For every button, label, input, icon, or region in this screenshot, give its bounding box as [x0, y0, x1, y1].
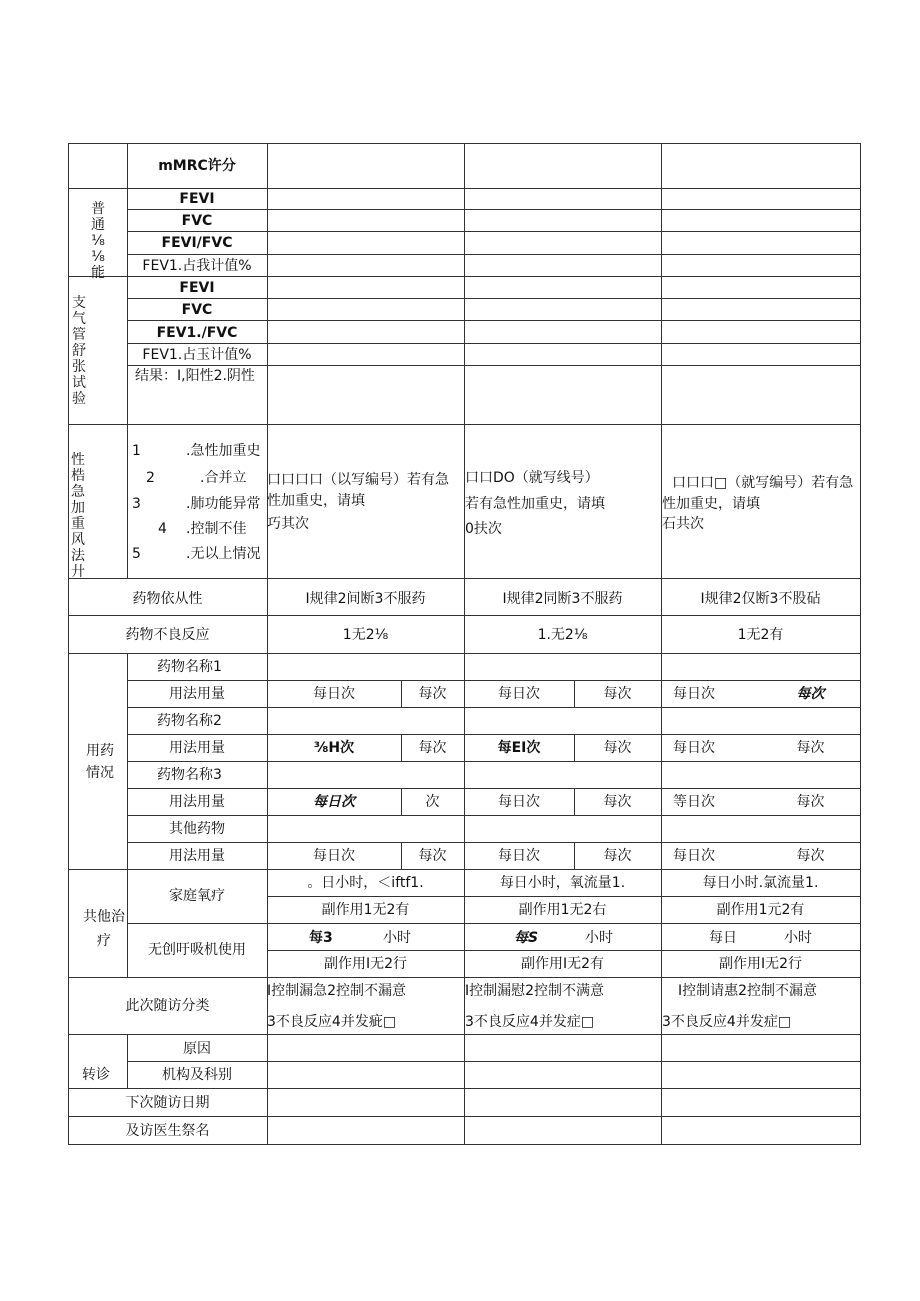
risk-visit3-line: 石共次 — [662, 516, 704, 532]
med4-visit3-daily: 每日次 — [673, 848, 715, 864]
med3-visit1-dose: 次 — [425, 794, 440, 810]
lung-function-group-label: 普通⅛⅛能 — [91, 201, 105, 281]
row-line — [127, 707, 861, 708]
vent-visit2-freq: 每S — [514, 930, 539, 946]
classification-visit1-line2: 3不良反应4并发疵□ — [267, 1014, 397, 1030]
risk-item-num: 3 — [132, 496, 141, 512]
med1-visit2-daily: 每日次 — [498, 686, 540, 702]
row-line — [267, 896, 861, 897]
lung-row-fvc: FVC — [181, 213, 213, 229]
row-line — [127, 842, 861, 843]
referral-org-label: 机构及科别 — [162, 1067, 232, 1083]
lung-row-percent: FEV1.占我计值% — [142, 258, 252, 274]
risk-item-text: .合并立 — [200, 470, 247, 486]
bronch-row-fvc: FVC — [181, 302, 213, 318]
classification-visit3-line1: I控制请惠2控制不漏意 — [678, 983, 818, 999]
lung-row-fev1: FEVI — [179, 191, 215, 207]
row-line — [127, 815, 861, 816]
medication-name-label: 药物名称2 — [157, 713, 222, 729]
row-line — [127, 320, 861, 321]
next-visit-date-label: 下次随访日期 — [125, 1095, 210, 1111]
oxygen-side-effect-visit2: 副作用1无2右 — [518, 902, 607, 918]
med4-visit2-dose: 每次 — [603, 848, 632, 864]
med1-visit1-dose: 每次 — [418, 686, 447, 702]
row-line — [127, 298, 861, 299]
risk-item-text: .无以上情况 — [186, 546, 261, 562]
adherence-label: 药物依从性 — [132, 591, 203, 607]
row-line — [127, 734, 861, 735]
bronch-test-group-label: 支气管舒张试验 — [72, 295, 86, 407]
row-line — [127, 343, 861, 344]
med2-visit2-dose: 每次 — [603, 740, 632, 756]
adherence-visit3: I规律2仅断3不股砧 — [700, 591, 821, 607]
risk-visit3-line: 口口口□（就写编号）若有急 — [672, 475, 854, 491]
row-line — [127, 923, 861, 924]
row-line — [127, 761, 861, 762]
row-line — [127, 231, 861, 232]
classification-visit2-line2: 3不良反应4并发症□ — [465, 1014, 595, 1030]
risk-visit1-line: 巧其次 — [267, 516, 309, 532]
other-treatment-group-label: 共他治疗 — [83, 909, 125, 949]
mmrc-label: mMRC许分 — [158, 158, 236, 174]
vent-side-effect-visit2: 副作用I无2有 — [520, 956, 605, 972]
risk-item-num: 2 — [146, 470, 155, 486]
med2-visit1-daily: ⅜H次 — [313, 740, 355, 756]
adverse-visit1: 1无2⅛ — [342, 627, 389, 643]
medication-usage-label: 用法用量 — [169, 848, 225, 864]
risk-item-text: .肺功能异常 — [186, 496, 261, 512]
med1-visit3-dose: 每次 — [796, 686, 825, 702]
risk-item-num: 4 — [158, 521, 167, 537]
risk-item-text: .控制不佳 — [186, 521, 247, 537]
medication-group-label: 用药情况 — [86, 743, 114, 781]
vent-visit2-unit: 小时 — [585, 930, 613, 946]
classification-visit1-line1: I控制漏急2控制不漏意 — [267, 983, 407, 999]
oxygen-side-effect-visit3: 副作用1元2有 — [716, 902, 805, 918]
ventilator-label: 无创吁吸机使用 — [148, 942, 246, 958]
risk-visit1-line: 性加重史，请填 — [267, 493, 365, 509]
medication-name-label: 药物名称1 — [157, 659, 222, 675]
medication-usage-label: 用法用量 — [169, 686, 225, 702]
vent-side-effect-visit3: 副作用I无2行 — [718, 956, 803, 972]
adherence-visit2: I规律2同断3不服药 — [502, 591, 623, 607]
row-line — [267, 950, 861, 951]
risk-visit3-line: 性加重史，请填 — [662, 496, 760, 512]
risk-visit2-line: 若有急性加重史，请填 — [465, 496, 605, 512]
med1-visit2-dose: 每次 — [603, 686, 632, 702]
med3-visit3-daily: 等日次 — [673, 794, 715, 810]
med2-visit3-dose: 每次 — [796, 740, 825, 756]
risk-visit2-line: 0扶次 — [465, 521, 502, 537]
adherence-visit1: I规律2间断3不服药 — [305, 591, 426, 607]
referral-reason-label: 原因 — [183, 1041, 211, 1057]
med2-visit2-daily: 每EI次 — [497, 740, 541, 756]
follow-up-form-table — [68, 143, 861, 1145]
risk-item-num: 5 — [132, 546, 141, 562]
med3-visit2-dose: 每次 — [603, 794, 632, 810]
med2-visit1-dose: 每次 — [418, 740, 447, 756]
referral-group-label: 转诊 — [82, 1067, 110, 1083]
med3-visit3-dose: 每次 — [796, 794, 825, 810]
oxygen-visit3: 每日小时.氯流量1. — [702, 875, 819, 891]
row-line — [127, 1061, 861, 1062]
medication-name-label: 药物名称3 — [157, 767, 222, 783]
vent-visit3-freq: 每日 — [709, 930, 737, 946]
bronch-result-label: 结果：I,阳性2.阴性 — [135, 368, 255, 384]
med4-visit1-dose: 每次 — [418, 848, 447, 864]
vent-visit1-freq: 每3 — [309, 930, 333, 946]
classification-label: 此次随访分类 — [125, 998, 210, 1014]
doctor-signature-label: 及访医生祭名 — [125, 1123, 210, 1139]
classification-visit3-line2: 3不良反应4并发症□ — [662, 1014, 792, 1030]
oxygen-side-effect-visit1: 副作用1无2有 — [321, 902, 410, 918]
oxygen-visit2: 每日小时，氧流量1. — [499, 875, 626, 891]
adverse-visit3: 1无2有 — [737, 627, 784, 643]
classification-visit2-line1: I控制漏慰2控制不满意 — [465, 983, 605, 999]
home-oxygen-label: 家庭氧疗 — [169, 888, 225, 904]
oxygen-visit1: 。日小时，＜iftf1. — [307, 875, 424, 891]
row-line — [127, 680, 861, 681]
med4-visit2-daily: 每日次 — [498, 848, 540, 864]
med4-visit3-dose: 每次 — [796, 848, 825, 864]
vent-visit3-unit: 小时 — [784, 930, 812, 946]
lung-row-ratio: FEVI/FVC — [161, 235, 233, 251]
medication-usage-label: 用法用量 — [169, 794, 225, 810]
medication-name-label: 其他药物 — [169, 821, 225, 837]
med4-visit1-daily: 每日次 — [313, 848, 355, 864]
adverse-visit2: 1.无2⅛ — [537, 627, 588, 643]
risk-item-text: .急性加重史 — [186, 443, 261, 459]
bronch-row-ratio: FEV1./FVC — [156, 325, 238, 341]
bronch-row-fev1: FEVI — [179, 280, 215, 296]
col-line — [860, 143, 861, 1145]
med1-visit3-daily: 每日次 — [673, 686, 715, 702]
med2-visit3-daily: 每日次 — [673, 740, 715, 756]
risk-item-num: 1 — [132, 443, 141, 459]
med3-visit1-daily: 每日次 — [313, 794, 355, 810]
risk-group-label: 性梏急加重风法廾 — [71, 452, 85, 580]
medication-usage-label: 用法用量 — [169, 740, 225, 756]
med1-visit1-daily: 每日次 — [313, 686, 355, 702]
adverse-label: 药物不良反应 — [125, 627, 210, 643]
bronch-row-percent: FEV1.占玉计值% — [142, 347, 252, 363]
vent-side-effect-visit1: 副作用I无2行 — [323, 956, 408, 972]
risk-visit2-line: 口口DO（就写线号） — [465, 470, 599, 486]
risk-visit1-line: 口口口口（以写编号）若有急 — [267, 472, 449, 488]
row-line — [127, 788, 861, 789]
row-line — [127, 209, 861, 210]
row-line — [127, 254, 861, 255]
vent-visit1-unit: 小时 — [383, 930, 411, 946]
med3-visit2-daily: 每日次 — [498, 794, 540, 810]
